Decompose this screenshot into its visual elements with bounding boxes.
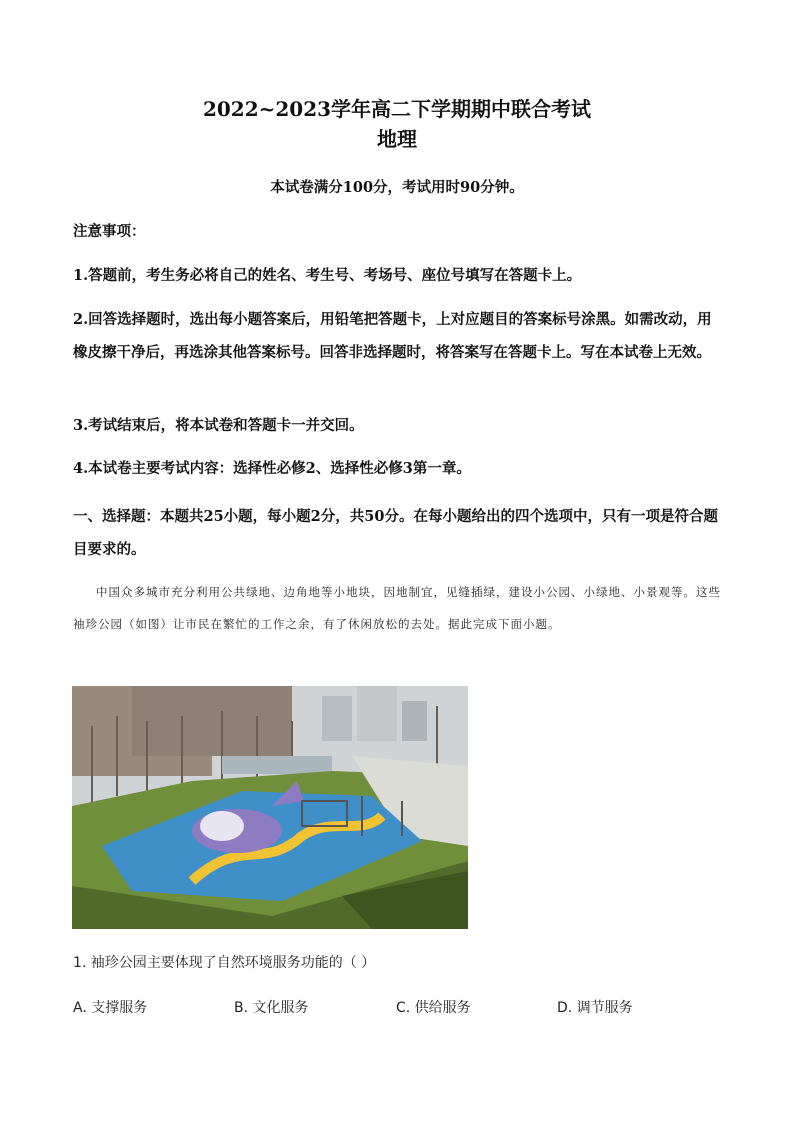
note-item-1: 1.答题前，考生务必将自己的姓名、考生号、考场号、座位号填写在答题卡上。 [73, 267, 582, 284]
pocket-park-photo [72, 686, 468, 929]
option-a: A. 支撑服务 [73, 1000, 148, 1016]
exam-subject: 地理 [377, 127, 417, 151]
note-item-2: 2.回答选择题时，选出每小题答案后，用铅笔把答题卡，上对应题目的答案标号涂黑。如需改动，用橡皮擦干净后，再选涂其他答案标号。回答非选择题时，将答案写在答题卡上。写在本试卷上无效。 [73, 311, 712, 361]
section-heading: 一、选择题：本题共25小题，每小题2分，共50分。在每小题给出的四个选项中，只有一项是符合题目要求的。 [73, 508, 718, 558]
note-item-3: 3.考试结束后，将本试卷和答题卡一并交回。 [73, 417, 364, 434]
note-item-4: 4.本试卷主要考试内容：选择性必修2、选择性必修3第一章。 [73, 460, 471, 477]
exam-title: 2022~2023学年高二下学期期中联合考试 [202, 97, 592, 121]
exam-meta: 本试卷满分100分，考试用时90分钟。 [270, 179, 524, 196]
question-1-stem: 1. 袖珍公园主要体现了自然环境服务功能的（ ） [73, 955, 376, 971]
section-intro: 中国众多城市充分利用公共绿地、边角地等小地块，因地制宜，见缝插绿，建设小公园、小绿地、小景观等。这些袖珍公园（如图）让市民在繁忙的工作之余，有了休闲放松的去处。据此完成下面小题。 [73, 585, 721, 631]
notes-heading: 注意事项： [73, 223, 146, 240]
option-b: B. 文化服务 [234, 1000, 309, 1016]
option-d: D. 调节服务 [557, 1000, 633, 1016]
option-c: C. 供给服务 [396, 1000, 471, 1016]
